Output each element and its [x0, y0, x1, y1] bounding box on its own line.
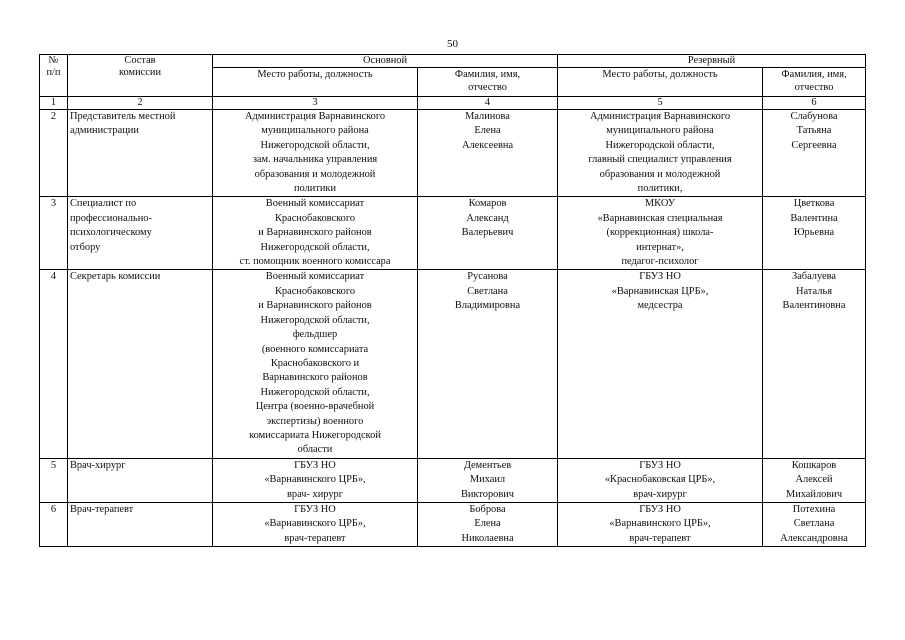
cell-main-name	[418, 110, 558, 197]
cell-line: и Варнавинского районов	[258, 300, 372, 312]
cell-line: профессионально-	[70, 212, 152, 224]
page-number: 50	[447, 38, 458, 50]
cell-line: психологическому	[70, 227, 152, 239]
cell-line: Краснобаковского	[274, 285, 356, 297]
cell-main-name	[418, 270, 558, 458]
cell-line: политики,	[637, 183, 683, 195]
cell-line: врач-терапевт	[284, 532, 346, 544]
cell-line: (военного комиссариата	[261, 343, 369, 355]
column-number: 6	[763, 97, 866, 110]
cell-line: ГБУЗ НО	[294, 503, 336, 515]
cell-role	[68, 197, 213, 270]
column-number: 2	[68, 97, 213, 110]
cell-line: «Варнавинская специальная	[597, 212, 723, 224]
cell-line: области	[297, 444, 333, 456]
cell-line: Забалуева	[791, 271, 837, 283]
header-main-name: Фамилия, имя, отчество	[418, 68, 558, 97]
header-main-workplace: Место работы, должность	[213, 68, 418, 97]
cell-line: Владимировна	[454, 300, 521, 312]
cell-line: ГБУЗ НО	[294, 459, 336, 471]
cell-line: главный специалист управления	[588, 154, 732, 166]
cell-num: 2	[40, 110, 68, 197]
cell-line: ГБУЗ НО	[639, 503, 681, 515]
cell-main-workplace	[213, 458, 418, 502]
cell-role	[68, 502, 213, 546]
column-number: 5	[558, 97, 763, 110]
header-reserve-workplace: Место работы, должность	[558, 68, 763, 97]
table-row	[40, 502, 866, 546]
cell-role	[68, 270, 213, 458]
cell-line: Комаров	[468, 198, 507, 210]
cell-reserve-workplace	[558, 197, 763, 270]
cell-line: муниципального района	[606, 125, 714, 137]
cell-line: педагог-психолог	[621, 256, 699, 268]
cell-line: администрации	[70, 125, 139, 137]
cell-line: Военный комиссариат	[265, 198, 365, 210]
cell-line: медсестра	[637, 300, 683, 312]
cell-num: 5	[40, 458, 68, 502]
cell-line: Алексеевна	[461, 139, 514, 151]
cell-num: 4	[40, 270, 68, 458]
cell-reserve-name	[763, 197, 866, 270]
cell-line: Валерьевич	[461, 227, 514, 239]
cell-reserve-name	[763, 110, 866, 197]
cell-line: «Варнавинского ЦРБ»,	[264, 474, 366, 486]
cell-line: Нижегородской области,	[260, 386, 370, 398]
cell-line: Валентиновна	[782, 300, 846, 312]
cell-line: комиссариата Нижегородской	[249, 429, 381, 441]
table-row	[40, 458, 866, 502]
cell-line: Михайлович	[785, 488, 843, 500]
cell-line: Краснобаковского	[274, 212, 356, 224]
cell-line: Врач-хирург	[70, 459, 126, 471]
cell-line: (коррекционная) школа-	[606, 227, 714, 239]
cell-line: образования и молодежной	[599, 168, 721, 180]
cell-line: ГБУЗ НО	[639, 271, 681, 283]
header-reserve-name: Фамилия, имя, отчество	[763, 68, 866, 97]
cell-line: Боброва	[469, 503, 506, 515]
table-row	[40, 110, 866, 197]
cell-line: Потехина	[792, 503, 836, 515]
cell-line: Михаил	[469, 474, 506, 486]
cell-line: Нижегородской области,	[260, 139, 370, 151]
cell-line: Цветкова	[793, 198, 835, 210]
cell-line: образования и молодежной	[254, 168, 376, 180]
cell-main-name	[418, 458, 558, 502]
cell-main-workplace	[213, 110, 418, 197]
cell-line: ст. помощник военного комиссара	[239, 256, 391, 268]
cell-line: Малинова	[465, 111, 510, 122]
cell-line: Светлана	[793, 518, 835, 530]
cell-line: врач-терапевт	[629, 532, 691, 544]
cell-line: Александровна	[780, 532, 848, 544]
cell-num: 3	[40, 197, 68, 270]
header-num: № п/п	[40, 55, 68, 97]
cell-line: Секретарь комиссии	[70, 271, 161, 283]
cell-reserve-workplace	[558, 110, 763, 197]
column-number: 3	[213, 97, 418, 110]
cell-line: Администрация Варнавинского	[244, 111, 386, 122]
cell-line: Нижегородской области,	[605, 139, 715, 151]
cell-line: «Краснобаковская ЦРБ»,	[604, 474, 716, 486]
cell-line: муниципального района	[261, 125, 369, 137]
cell-line: Нижегородской области,	[260, 241, 370, 253]
column-number: 4	[418, 97, 558, 110]
cell-line: Елена	[474, 518, 501, 530]
header-composition: Состав комиссии	[68, 55, 213, 97]
cell-reserve-workplace	[558, 270, 763, 458]
cell-role	[68, 458, 213, 502]
header-main-group: Основной	[213, 55, 558, 68]
cell-line: Валентина	[790, 212, 838, 224]
cell-reserve-name	[763, 270, 866, 458]
cell-line: Военный комиссариат	[265, 271, 365, 283]
cell-line: Татьяна	[796, 125, 832, 137]
cell-line: Русанова	[467, 271, 508, 283]
cell-line: «Варнавинского ЦРБ»,	[609, 518, 711, 530]
cell-line: Елена	[474, 125, 501, 137]
cell-line: Сергеевна	[791, 139, 837, 151]
cell-line: Администрация Варнавинского	[589, 111, 731, 122]
cell-line: Врач-терапевт	[70, 503, 134, 515]
cell-line: Дементьев	[463, 459, 512, 471]
column-number: 1	[40, 97, 68, 110]
cell-reserve-workplace	[558, 458, 763, 502]
cell-line: МКОУ	[644, 198, 676, 210]
cell-line: политики	[293, 183, 337, 195]
cell-num: 6	[40, 502, 68, 546]
cell-reserve-name	[763, 502, 866, 546]
cell-line: ГБУЗ НО	[639, 459, 681, 471]
cell-line: Светлана	[467, 285, 508, 297]
cell-line: «Варнавинского ЦРБ»,	[264, 518, 366, 530]
cell-line: Краснобаковского и	[270, 357, 360, 369]
cell-line: Представитель местной	[70, 111, 176, 122]
cell-line: фельдшер	[292, 329, 338, 341]
cell-line: отбору	[70, 241, 101, 253]
cell-line: Кошкаров	[791, 459, 837, 471]
column-numbers-row	[40, 97, 866, 110]
cell-line: зам. начальника управления	[252, 154, 378, 166]
cell-line: Варнавинского районов	[262, 372, 368, 384]
cell-line: Юрьевна	[793, 227, 835, 239]
cell-main-workplace	[213, 197, 418, 270]
cell-line: Центра (военно-врачебной	[255, 401, 375, 413]
header-reserve-group: Резервный	[558, 55, 866, 68]
cell-line: Николаевна	[461, 532, 514, 544]
cell-reserve-workplace	[558, 502, 763, 546]
cell-line: и Варнавинского районов	[258, 227, 372, 239]
table-row	[40, 197, 866, 270]
cell-line: «Варнавинская ЦРБ»,	[611, 285, 709, 297]
commission-table	[39, 54, 866, 547]
cell-line: Специалист по	[70, 198, 137, 210]
cell-line: врач-хирург	[633, 488, 687, 500]
cell-line: Викторович	[460, 488, 515, 500]
cell-line: экспертизы) военного	[266, 415, 364, 427]
cell-main-workplace	[213, 270, 418, 458]
cell-line: интернат»,	[636, 241, 684, 253]
table-row	[40, 270, 866, 458]
cell-main-name	[418, 197, 558, 270]
cell-line: Наталья	[796, 285, 832, 297]
cell-line: Александ	[466, 212, 509, 224]
cell-line: Слабунова	[790, 111, 838, 122]
cell-role	[68, 110, 213, 197]
cell-line: врач- хирург	[286, 488, 344, 500]
cell-reserve-name	[763, 458, 866, 502]
cell-main-name	[418, 502, 558, 546]
cell-line: Нижегородской области,	[260, 314, 370, 326]
cell-main-workplace	[213, 502, 418, 546]
cell-line: Алексей	[795, 474, 833, 486]
